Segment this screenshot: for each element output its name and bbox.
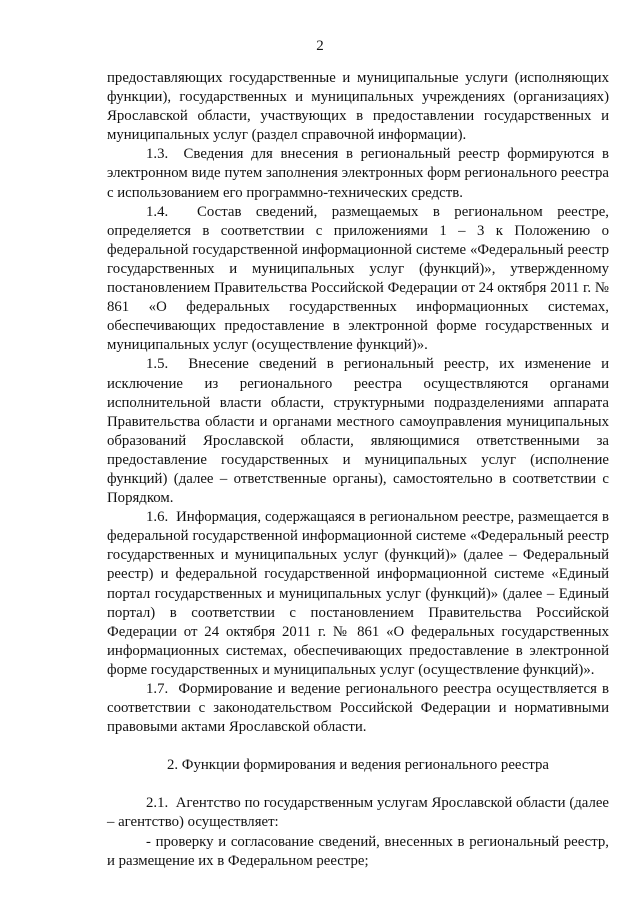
paragraph-1-7: 1.7. Формирование и ведение регионального реестра осуществляется в соответствии с законодательством Российской Федерации и нормативными правовыми актами Ярославской области. [107, 681, 609, 736]
page-number: 2 [316, 38, 324, 54]
section-heading: 2. Функции формирования и ведения регионального реестра [166, 757, 550, 774]
paragraph-2-1: 2.1. Агентство по государственным услугам Ярославской области (далее – агентство) осуществляет: [107, 795, 609, 831]
paragraph-1-6: 1.6. Информация, содержащаяся в региональном реестре, размещается в федеральной государственной информационной системе «Федеральный реестр государственных и муниципальных услуг (функций)» (далее – Федеральный реестр) и федеральной государственной информационной системе «Единый портал государственных и муниципальных услуг (функций)» (далее – Единый портал) в соответствии с постановлением Правительства Российской Федерации от 24 октября 2011 г. № 861 «О федеральных государственных информационных системах, обеспечивающих предоставление в электронной форме государственных и муниципальных услуг (осуществление функций)». [107, 509, 609, 678]
paragraph-1-4: 1.4. Состав сведений, размещаемых в региональном реестре, определяется в соответствии с приложениями 1 – 3 к Положению о федеральной государственной информационной системе «Федеральный реестр государственных и муниципальных услуг (функций)», утвержденному постановлением Правительства Российской Федерации от 24 октября 2011 г. № 861 «О федеральных государственных информационных системах, обеспечивающих предоставление в электронной форме государственных и муниципальных услуг (осуществление функций)». [107, 203, 609, 354]
paragraph-2-1-item: - проверку и согласование сведений, внесенных в региональный реестр, и размещение их в Федеральном реестре; [107, 833, 609, 869]
document-body [107, 69, 609, 871]
paragraph-1-3: 1.3. Сведения для внесения в региональный реестр формируются в электронном виде путем заполнения электронных форм регионального реестра с использованием его программно-технических средств. [107, 146, 609, 201]
paragraph-1-5: 1.5. Внесение сведений в региональный реестр, их изменение и исключение из регионального реестра осуществляются органами исполнительной власти области, структурными подразделениями аппарата Правительства области и органами местного самоуправления муниципальных образований Ярославской области, являющимися ответственными за предоставление государственных и муниципальных услуг (исполнение функций) (далее – ответственные органы), самостоятельно в соответствии с Порядком. [107, 356, 609, 507]
paragraph-continuation: предоставляющих государственные и муниципальные услуги (исполняющих функции), государственных и муниципальных учреждениях (организациях) Ярославской области, участвующих в предоставлении государственных и муниципальных услуг (раздел справочной информации). [107, 70, 609, 144]
